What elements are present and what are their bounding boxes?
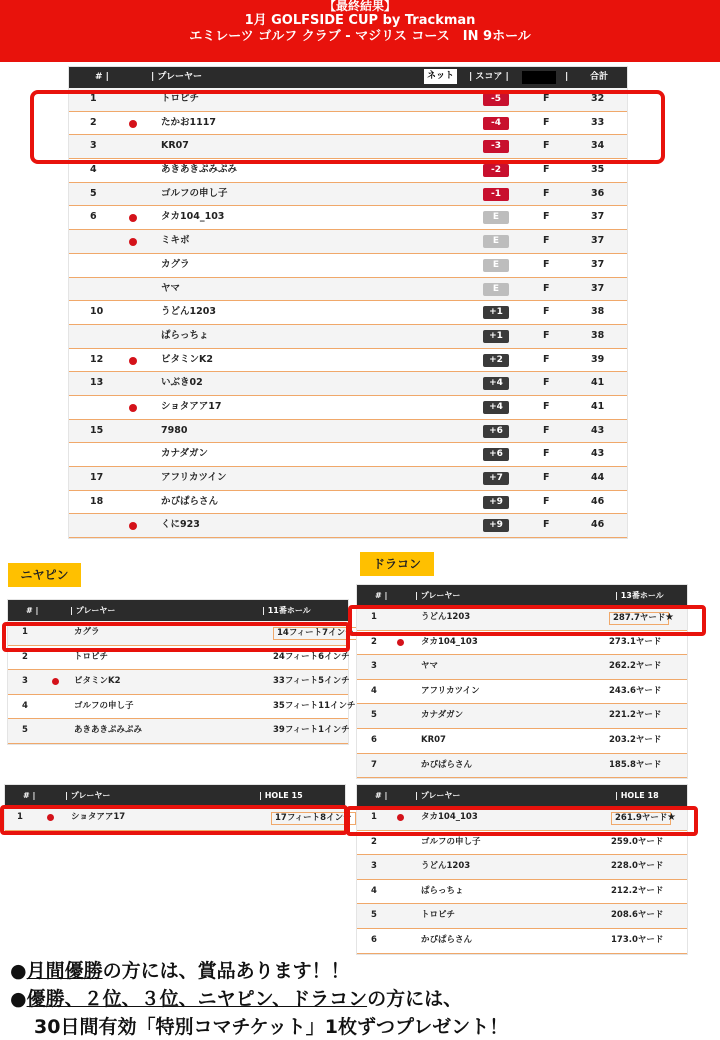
rank-cell: 4 [371,885,377,896]
score-badge: +9 [483,496,509,509]
thru-cell: F [543,164,550,176]
nearpin-hole15-header [5,785,345,806]
player-name: ぱらっちょ [161,329,209,341]
result-row[interactable] [357,904,687,929]
player-name: カグラ [161,258,190,270]
col-rank: # | [375,591,388,600]
dracon-hole18-highlight [346,806,698,836]
thru-cell: F [543,306,550,318]
col-divider: | [565,72,569,82]
leaderboard-row[interactable] [69,420,627,444]
thru-cell: F [543,329,550,341]
thru-cell: F [543,116,550,128]
player-name: トロピチ [161,93,200,104]
leaderboard-row[interactable] [69,183,627,207]
japan-flag-icon [397,639,404,646]
rank-cell: 1 [371,612,377,622]
distance-value: 24フィート6インチ [273,651,350,662]
total-cell: 32 [591,93,605,104]
rank-cell: 2 [22,651,28,662]
rank-cell: 1 [22,627,28,637]
total-cell: 38 [591,306,605,318]
rank-cell: 10 [90,306,104,318]
rank-cell: 2 [371,836,377,847]
leaderboard-row[interactable] [69,514,627,538]
score-badge: -5 [483,93,509,106]
score-badge: -2 [483,164,509,177]
result-row[interactable] [357,655,687,680]
player-name: タカ104_103 [161,211,225,223]
score-badge: +1 [483,306,509,319]
player-name: トロピチ [421,910,456,921]
score-badge: E [483,235,509,248]
distance-value: 259.0ヤード [611,836,664,847]
distance-value: 35フィート11インチ [273,700,356,711]
rank-cell: 13 [90,377,104,389]
rank-cell: 6 [371,734,377,745]
score-badge: +4 [483,377,509,390]
thru-cell: F [543,519,550,531]
player-name: ゴルフの申し子 [421,836,481,847]
thru-cell: F [543,140,550,152]
footer-winners-list: 優勝、２位、３位、ニヤピン、ドラコン [26,988,368,1010]
rank-cell: 1 [371,812,377,822]
total-cell: 39 [591,353,605,365]
rank-cell: 7 [371,759,377,770]
thru-cell: F [543,187,550,199]
result-row[interactable] [357,929,687,954]
score-badge: E [483,211,509,224]
japan-flag-icon [129,214,137,222]
banner-final-result: 【最終結果】 [323,0,396,13]
leaderboard-row[interactable] [69,349,627,373]
thru-cell: F [543,424,550,436]
leaderboard-row[interactable] [69,396,627,420]
score-badge: +6 [483,448,509,461]
total-cell: 36 [591,187,605,199]
distance-value: 262.2ヤード [609,661,662,672]
rank-cell: 2 [371,636,377,647]
leaderboard-row[interactable] [69,467,627,491]
thru-cell: F [543,211,550,223]
score-badge: -1 [483,188,509,201]
distance-value: 14フィート7インチ [273,627,358,640]
player-name: かぴぱらさん [421,934,473,945]
rank-cell: 4 [22,700,28,711]
player-name: ショタアア17 [161,400,222,412]
score-badge: +9 [483,519,509,532]
result-row[interactable] [357,729,687,754]
result-row[interactable] [8,719,348,744]
distance-value: 33フィート5インチ [273,676,350,687]
thru-cell: F [543,235,550,247]
thru-cell: F [543,258,550,270]
player-name: ゴルフの申し子 [161,187,228,199]
rank-cell: 1 [17,812,23,822]
total-cell: 43 [591,448,605,460]
player-name: トロピチ [74,651,109,662]
col-player: | プレーヤー [70,606,116,615]
total-cell: 37 [591,258,605,270]
rank-cell: 1 [90,93,97,104]
col-hole: | 13番ホール [615,591,664,600]
rank-cell: 5 [90,187,97,199]
result-row[interactable] [8,670,348,695]
nearpin-hole11-highlight [2,622,350,652]
thru-cell: F [543,377,550,389]
score-badge: +1 [483,330,509,343]
result-row[interactable] [357,754,687,779]
distance-value: 17フィート8インチ [271,812,356,825]
player-name: たかお1117 [161,116,216,128]
result-row[interactable] [357,855,687,880]
rank-cell: 5 [371,910,377,921]
leaderboard-row[interactable] [69,278,627,302]
distance-value: 261.9ヤード [611,812,671,825]
player-name: タカ104_103 [421,636,478,647]
distance-value: 221.2ヤード [609,710,662,721]
rank-cell: 3 [22,676,28,687]
japan-flag-icon [129,404,137,412]
distance-value: 228.0ヤード [611,861,664,872]
total-cell: 37 [591,282,605,294]
total-cell: 33 [591,116,605,128]
distance-value: 203.2ヤード [609,734,662,745]
distance-value: 185.8ヤード [609,759,662,770]
col-hole: | 11番ホール [262,606,311,615]
result-row[interactable] [357,880,687,905]
total-cell: 46 [591,519,605,531]
score-badge: -3 [483,140,509,153]
footer-winners-suffix: の方には、 [367,988,463,1010]
player-name: ゴルフの申し子 [74,700,134,711]
score-badge: +4 [483,401,509,414]
player-name: くに923 [161,519,200,531]
total-cell: 43 [591,424,605,436]
distance-value: 212.2ヤード [611,885,664,896]
nearpin-hole11-header [8,600,348,621]
japan-flag-icon [129,357,137,365]
rank-cell: 18 [90,495,104,507]
col-net[interactable]: ネット [424,69,457,84]
player-name: うどん1203 [421,612,471,622]
rank-cell: 3 [90,140,97,152]
player-name: うどん1203 [421,861,471,872]
bullet-icon: ● [10,988,27,1010]
total-cell: 44 [591,472,605,483]
dracon-hole13-highlight [348,605,706,636]
distance-value: 173.0ヤード [611,934,664,945]
player-name: かぴぱらさん [421,759,473,770]
nearpin-label: ニヤピン [8,563,81,587]
leaderboard-row[interactable] [69,230,627,254]
player-name: カナダガン [161,448,209,460]
total-cell: 35 [591,164,605,176]
result-row[interactable] [357,680,687,705]
score-badge: +7 [483,472,509,485]
player-name: ヤマ [421,661,439,672]
col-rank: # | [26,606,39,615]
rank-cell: 2 [90,116,97,128]
col-total: 合計 [590,72,609,82]
player-name: アフリカツイン [421,685,480,696]
dracon-label: ドラコン [360,552,434,576]
footer-line-3 [34,1014,508,1040]
result-banner [0,0,720,62]
leaderboard-row[interactable] [69,301,627,325]
player-name: KR07 [161,140,189,152]
footer-line-1 [10,958,350,984]
rank-cell: 17 [90,472,104,483]
player-name: カナダガン [421,710,464,721]
distance-value: 287.7ヤード [609,612,669,625]
thru-cell: F [543,93,550,104]
footer-ticket-text: 30日間有効「特別コマチケット」1枚ずつプレゼント！ [34,1016,509,1038]
japan-flag-icon [52,678,59,685]
footer-prize-text: の方には、賞品あります！！ [102,960,350,982]
top3-highlight [30,90,665,164]
thru-cell: F [543,353,550,365]
leaderboard-row[interactable] [69,443,627,467]
col-hole: | HOLE 15 [259,791,303,800]
banner-event-title: 1月 GOLFSIDE CUP by Trackman [244,13,476,28]
score-badge: E [483,283,509,296]
rank-cell: 4 [371,685,377,696]
star-icon: ★ [665,612,674,623]
star-icon: ★ [667,812,676,823]
distance-value: 273.1ヤード [609,636,662,647]
total-cell: 37 [591,235,605,247]
total-cell: 38 [591,329,605,341]
rank-cell: 3 [371,861,377,872]
player-name: ショタアア17 [71,812,126,822]
rank-cell: 3 [371,661,377,672]
col-rank: # | [23,791,36,800]
footer-monthly-winner: 月間優勝 [26,960,103,982]
leaderboard-header [69,67,627,88]
total-cell: 41 [591,377,605,389]
rank-cell: 5 [22,725,28,736]
distance-value: 208.6ヤード [611,910,664,921]
leaderboard-row[interactable] [69,206,627,230]
score-badge: E [483,259,509,272]
player-name: うどん1203 [161,306,216,318]
col-player: | プレーヤー [415,591,461,600]
player-name: カグラ [74,627,100,637]
col-player: | プレーヤー [151,72,203,82]
thru-cell: F [543,448,550,460]
dracon-hole18-header [357,785,687,806]
col-score: | スコア | [469,72,509,82]
result-row[interactable] [8,695,356,720]
col-player: | プレーヤー [65,791,111,800]
dracon-hole13-header [357,585,687,606]
bullet-icon: ● [10,960,27,982]
player-name: いぶき02 [161,377,203,389]
player-name: アフリカツイン [161,472,227,483]
col-hidden-box [522,71,556,84]
col-rank: # | [95,72,109,82]
col-rank: # | [375,791,388,800]
player-name: かぴぱらさん [161,495,219,507]
banner-course: エミレーツ ゴルフ クラブ - マジリス コース IN 9ホール [189,29,531,44]
japan-flag-icon [129,522,137,530]
total-cell: 46 [591,495,605,507]
distance-value: 243.6ヤード [609,685,662,696]
thru-cell: F [543,282,550,294]
thru-cell: F [543,472,550,483]
rank-cell: 12 [90,353,104,365]
player-name: あきあきぷみぷみ [74,725,143,736]
total-cell: 34 [591,140,605,152]
score-badge: +2 [483,354,509,367]
rank-cell: 15 [90,424,104,436]
thru-cell: F [543,400,550,412]
player-name: 7980 [161,424,188,436]
rank-cell: 5 [371,710,377,721]
distance-value: 39フィート1インチ [273,725,350,736]
rank-cell: 4 [90,164,97,176]
player-name: ビタミンK2 [74,676,121,687]
player-name: あきあきぷみぷみ [161,164,238,176]
leaderboard-row[interactable] [69,372,627,396]
leaderboard-row[interactable] [69,254,627,278]
player-name: ミキボ [161,235,190,247]
nearpin-hole15-highlight [0,805,348,835]
leaderboard-row[interactable] [69,325,627,349]
player-name: KR07 [421,734,446,745]
score-badge: +6 [483,425,509,438]
footer-line-2 [10,986,462,1012]
col-hole: | HOLE 18 [615,791,659,800]
thru-cell: F [543,495,550,507]
score-badge: -4 [483,117,509,130]
rank-cell: 6 [90,211,97,223]
total-cell: 37 [591,211,605,223]
player-name: ぱらっちょ [421,885,464,896]
player-name: タカ104_103 [421,812,478,822]
leaderboard-row[interactable] [69,491,627,515]
japan-flag-icon [129,238,137,246]
col-player: | プレーヤー [415,791,461,800]
player-name: ビタミンK2 [161,353,213,365]
total-cell: 41 [591,400,605,412]
rank-cell: 6 [371,934,377,945]
player-name: ヤマ [161,282,181,294]
result-row[interactable] [357,704,687,729]
